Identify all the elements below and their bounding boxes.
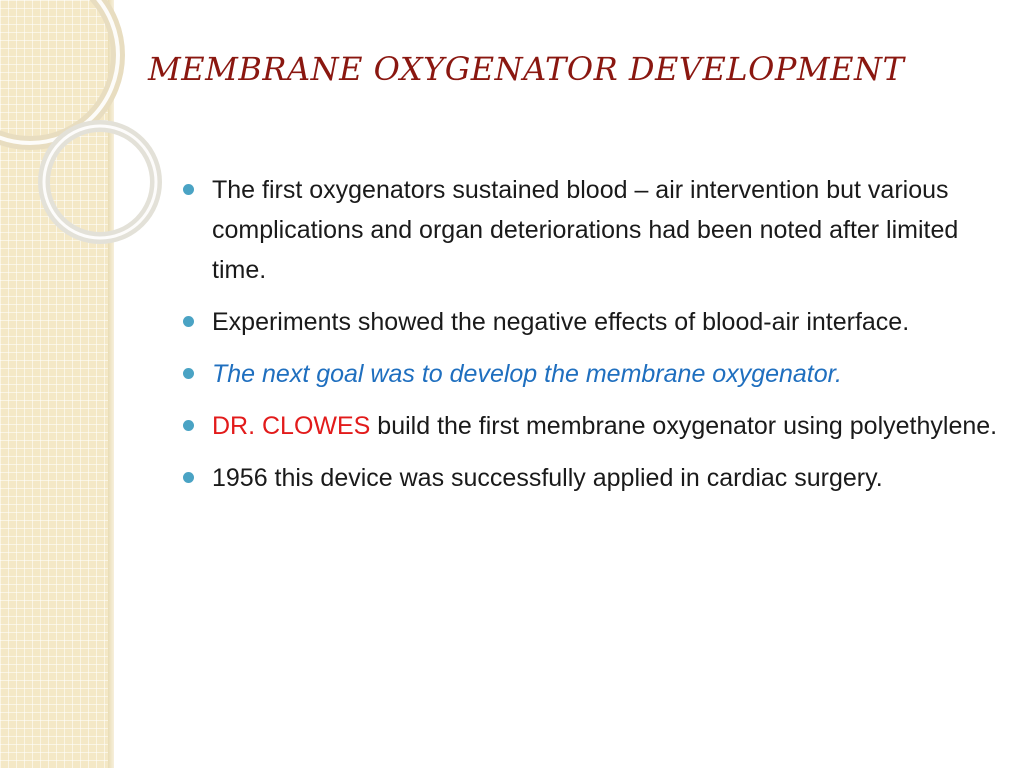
- bullet-dot-icon: [183, 472, 194, 483]
- bullet-item-dr-clowes: [183, 406, 998, 446]
- bullet-text: Experiments showed the negative effects of blood-air interface.: [212, 308, 910, 336]
- bullet-text: The first oxygenators sustained blood – air intervention but various complications and organ deteriorations had been noted after limited time.: [212, 176, 959, 284]
- bullet-item-1956: [183, 458, 998, 498]
- bullet-text-emphasis: The next goal was to develop the membrane oxygenator.: [212, 360, 843, 388]
- bullet-dot-icon: [183, 316, 194, 327]
- bullet-item-first-oxygenators: [183, 170, 998, 290]
- bullet-dot-icon: [183, 184, 194, 195]
- decorative-rings: [0, 0, 180, 260]
- bullet-text: 1956 this device was successfully applied in cardiac surgery.: [212, 464, 883, 492]
- bullet-list: [183, 170, 998, 510]
- bullet-dot-icon: [183, 420, 194, 431]
- bullet-item-experiments: [183, 302, 998, 342]
- bullet-highlight-name: DR. CLOWES: [212, 412, 371, 440]
- bullet-dot-icon: [183, 368, 194, 379]
- slide-title: MEMBRANE OXYGENATOR DEVELOPMENT: [148, 50, 905, 88]
- bullet-text: build the first membrane oxygenator using polyethylene.: [370, 412, 998, 440]
- bullet-item-next-goal: [183, 354, 998, 394]
